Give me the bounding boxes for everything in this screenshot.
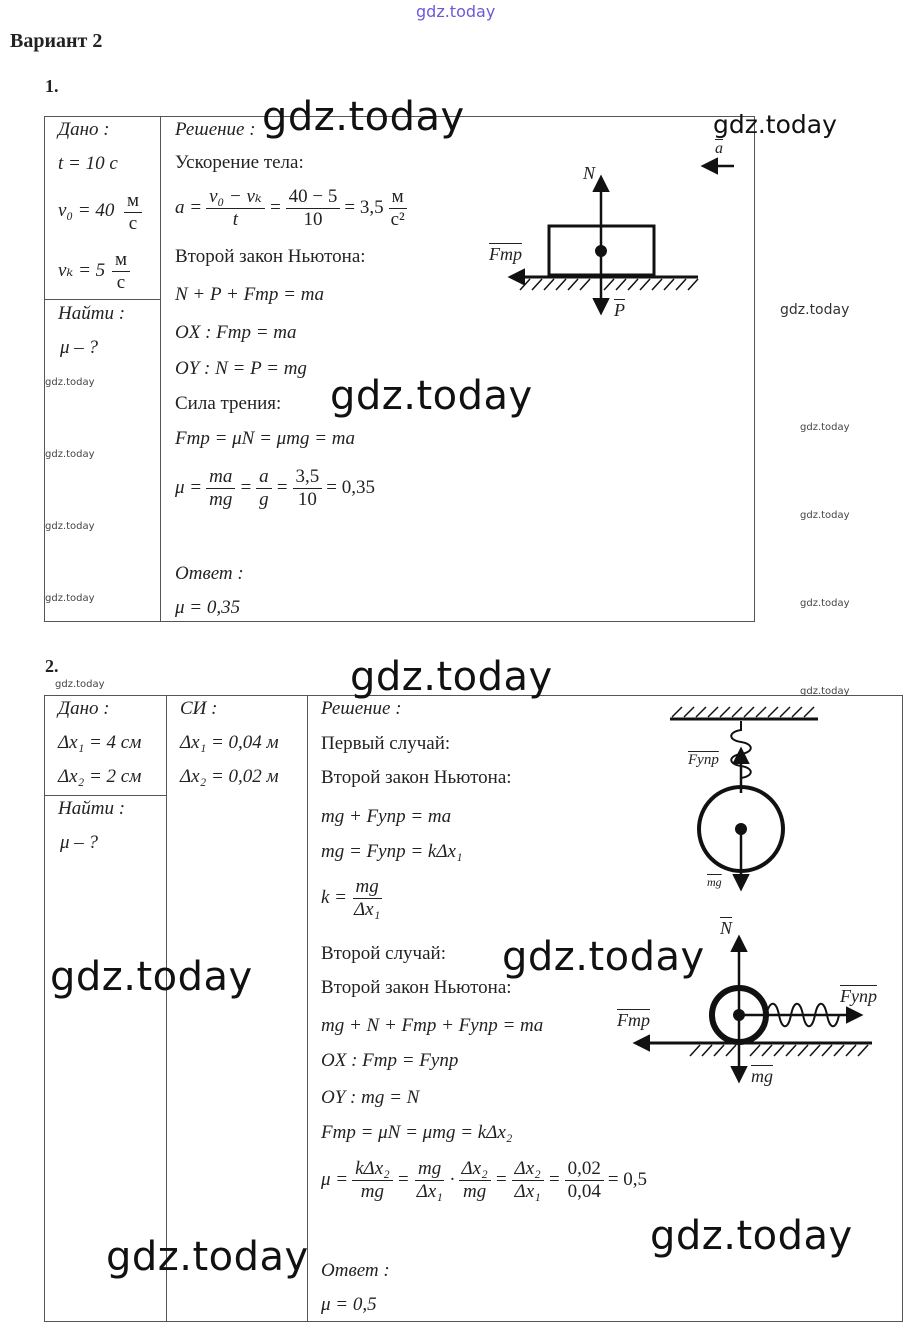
given-label: Дано : (58, 119, 110, 140)
gravity-label-1: $\overline{mg}$ (707, 875, 722, 889)
p2-given-label: Дано : (58, 698, 110, 719)
problem1-number: 1. (45, 76, 59, 96)
p2-eq2: mg = Fупр = kΔx₁ (321, 841, 463, 862)
accel-formula: a = $\frac{\text{v₀ − vₖ}}{t}$ = $\frac{40 - 5}{10}$ = 3,5 $\frac{м}{\text{с²}}$ (175, 186, 405, 230)
watermark: gdz.today (650, 1213, 853, 1259)
unit-vk: $\frac{м}{с}$ (112, 249, 130, 294)
mu-formula: μ = $\frac{ma}{mg}$ = $\frac{a}{g}$ = $\frac{3,5}{10}$ = 0,35 (175, 466, 375, 510)
solution-label: Решение : (175, 119, 256, 140)
watermark: gdz.today (780, 302, 850, 318)
watermark: gdz.today (45, 521, 95, 532)
p-force-label: $\overline{P}$ (614, 300, 625, 320)
p2-find-mu: μ – ? (60, 832, 99, 853)
top-watermark: gdz.today (416, 2, 496, 21)
watermark: gdz.today (800, 422, 850, 433)
p2-answer-value: μ = 0,5 (321, 1294, 377, 1315)
watermark: gdz.today (45, 377, 95, 388)
watermark: gdz.today (800, 686, 850, 697)
watermark: gdz.today (350, 654, 553, 700)
spring-force-label-1: Fупр (688, 752, 719, 768)
friction-force-label-2: Fтр (617, 1010, 650, 1030)
case1-title: Первый случай: (321, 733, 451, 754)
find-mu: μ – ? (60, 337, 99, 358)
watermark: gdz.today (713, 110, 837, 139)
si-label: СИ : (180, 698, 218, 719)
given-t: t = 10 с (58, 153, 118, 174)
given-vk: vₖ = 5 (58, 260, 106, 281)
answer-label: Ответ : (175, 563, 244, 584)
watermark: gdz.today (106, 1234, 309, 1280)
watermark: gdz.today (45, 593, 95, 604)
watermark: gdz.today (262, 94, 465, 140)
friction-title: Сила трения: (175, 393, 282, 414)
normal-force-label-2: $\overline{N}$ (720, 918, 733, 938)
spring-force-label-2: Fупр (840, 986, 877, 1006)
case2-title: Второй случай: (321, 943, 446, 964)
p2-newton2: Второй закон Ньютона: (321, 977, 512, 998)
oy-eq: OY : N = P = mg (175, 358, 307, 379)
p2-given-dx1: Δx₁ = 4 см (58, 732, 142, 753)
p2-find-label: Найти : (58, 798, 126, 819)
p2-newton1: Второй закон Ньютона: (321, 767, 512, 788)
p2-eq4: Fтр = μN = μmg = kΔx₂ (321, 1122, 513, 1143)
si-dx1: Δx₁ = 0,04 м (180, 732, 279, 753)
p2-oy: OY : mg = N (321, 1087, 420, 1108)
p2-given-dx2: Δx₂ = 2 см (58, 766, 142, 787)
gravity-label-2: $\overline{mg}$ (751, 1066, 773, 1086)
watermark: gdz.today (800, 510, 850, 521)
variant-title: Вариант 2 (10, 30, 103, 52)
n-force-label: N (583, 163, 596, 183)
watermark: gdz.today (45, 449, 95, 460)
problem2-number: 2. (45, 656, 59, 676)
newton-title: Второй закон Ньютона: (175, 246, 366, 267)
p2-eq1: mg + Fупр = ma (321, 806, 452, 827)
watermark: gdz.today (800, 598, 850, 609)
find-label: Найти : (58, 303, 126, 324)
si-dx2: Δx₂ = 0,02 м (180, 766, 279, 787)
ox-eq: OX : Fтр = ma (175, 322, 297, 343)
friction-eq: Fтр = μN = μmg = ma (175, 428, 355, 449)
p2-eq3: mg + N + Fтр + Fупр = ma (321, 1015, 544, 1036)
answer-value: μ = 0,35 (175, 597, 241, 618)
given-v0: v₀ = 40 (58, 200, 115, 221)
watermark: gdz.today (50, 954, 253, 1000)
p2-answer-label: Ответ : (321, 1260, 390, 1281)
p2-solution-label: Решение : (321, 698, 402, 719)
watermark: gdz.today (502, 934, 705, 980)
accel-title: Ускорение тела: (175, 152, 304, 173)
p2-mu-formula: μ = $\frac{\text{kΔx₂}}{mg}$ = $\frac{mg}{\text{Δx₁}}$ · $\frac{\text{Δx₂}}{mg}$ = $\frac{\text{Δx₂}}{\text{Δx₁}}$ = $\frac{0,02}{0,04}$ = 0,5 (321, 1158, 648, 1202)
k-formula: k = $\frac{mg}{\text{Δx₁}}$ (321, 876, 381, 920)
watermark: gdz.today (330, 373, 533, 419)
acceleration-label: $\overline{a}$ (715, 140, 723, 157)
watermark: gdz.today (55, 679, 105, 690)
p2-ox: OX : Fтр = Fупр (321, 1050, 459, 1071)
unit-v0: $\frac{м}{с}$ (124, 190, 142, 235)
newton-vector-eq: N + P + Fтр = ma (175, 284, 324, 305)
friction-force-label: Fтр (489, 244, 522, 264)
